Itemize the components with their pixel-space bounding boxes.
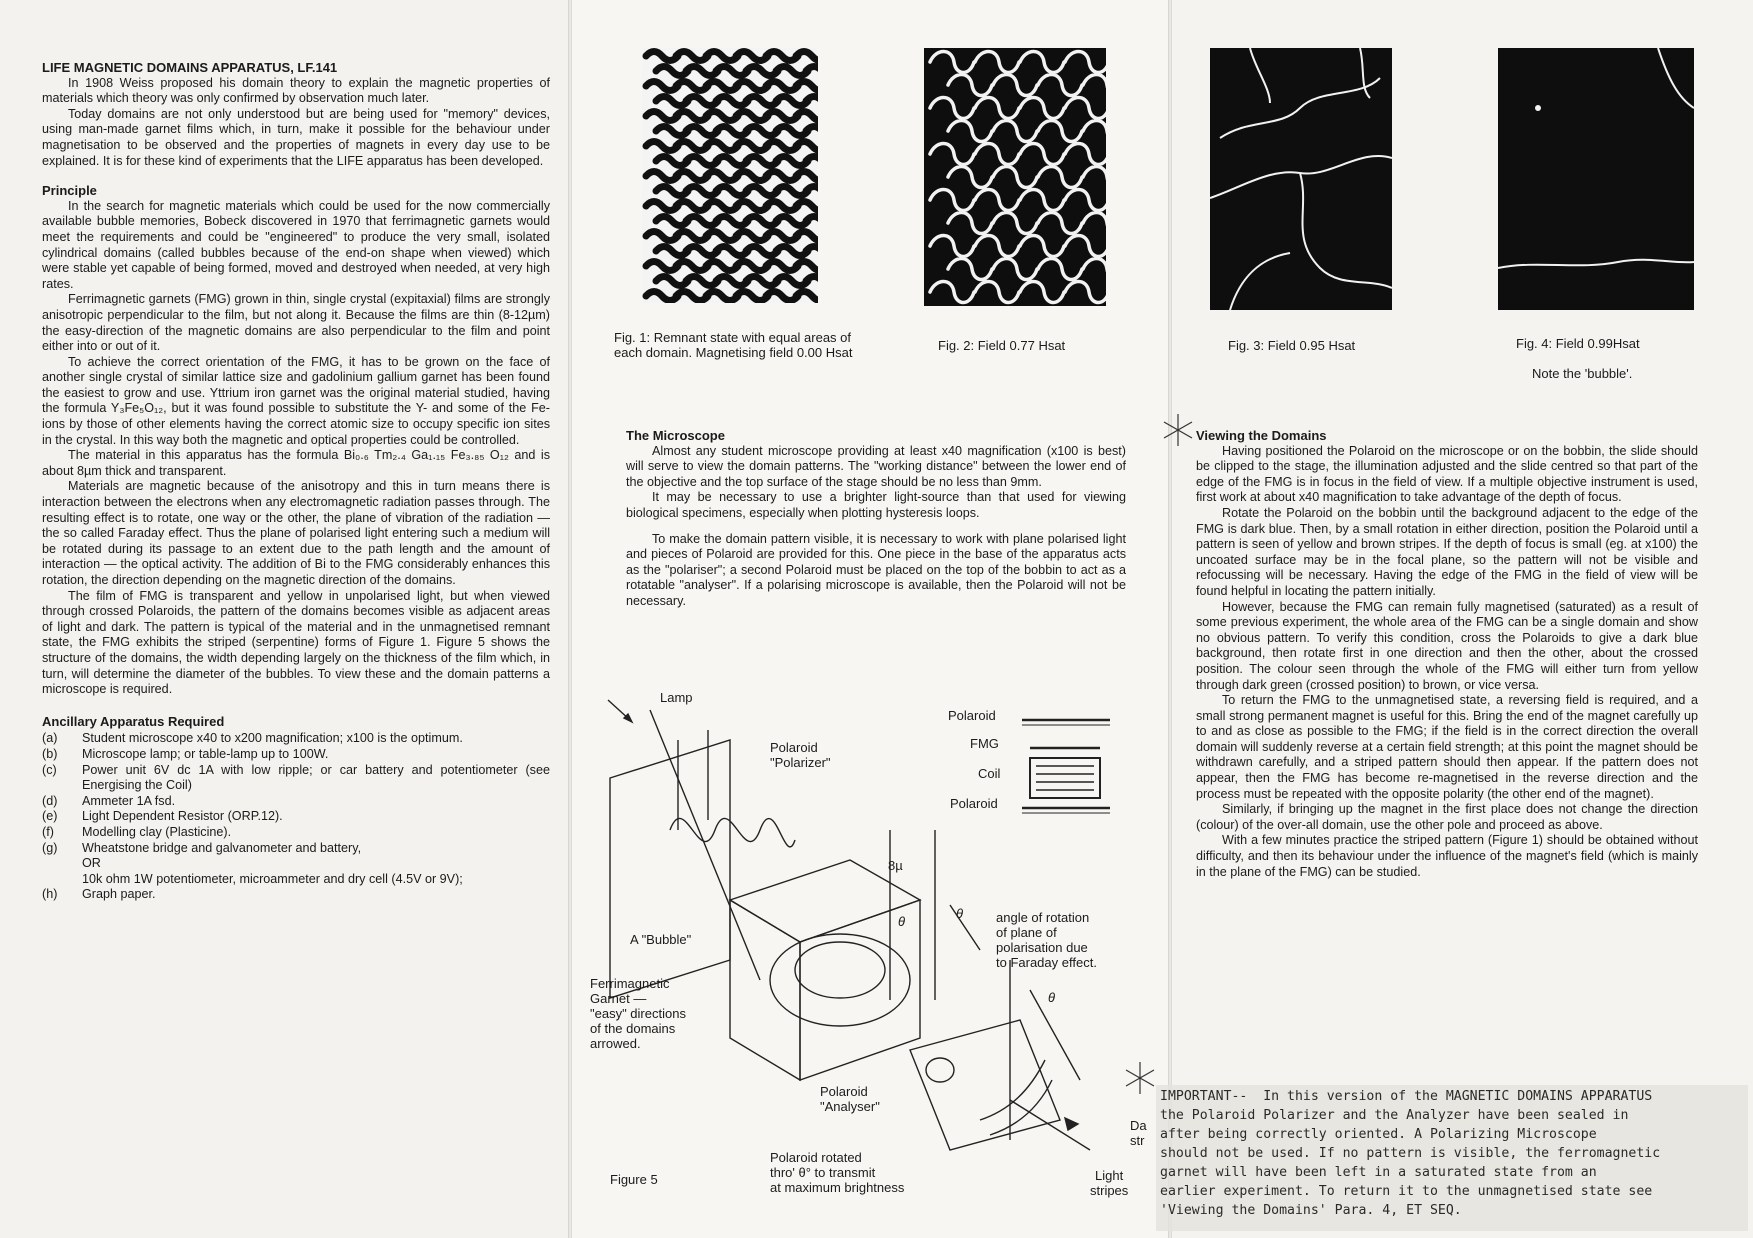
fold-line bbox=[1168, 0, 1172, 1238]
rotation-label: angle of rotation of plane of polarisation due to Faraday effect. bbox=[996, 910, 1097, 970]
fold-line bbox=[568, 0, 572, 1238]
analyser-sheet bbox=[910, 1020, 1060, 1150]
notice-line: the Polaroid Polarizer and the Analyzer have been sealed in bbox=[1160, 1108, 1629, 1123]
paragraph: Ferrimagnetic garnets (FMG) grown in thin, single crystal (expitaxial) films are strongly anisotropic perpendicular to the film, but not along it. Because the films are thin (8-12µm) the easy-direction of the magnetic domains are also perpendicular to the film and point either into or out of it. bbox=[42, 292, 550, 354]
ancillary-item-text: Light Dependent Resistor (ORP.12). bbox=[82, 809, 283, 824]
theta-label: θ bbox=[956, 906, 964, 921]
ancillary-item bbox=[42, 763, 550, 794]
ancillary-item-text: Ammeter 1A fsd. bbox=[82, 793, 176, 808]
serpentine-domain-pattern bbox=[642, 48, 818, 303]
figure-4-image bbox=[1498, 48, 1694, 310]
paragraph: It may be necessary to use a brighter light-source than that used for viewing biological specimens, especially when plotting hysteresis loops. bbox=[626, 490, 1126, 520]
light-stripes-label: Light stripes bbox=[1090, 1168, 1129, 1198]
paragraph: Having positioned the Polaroid on the microscope or on the bobbin, the slide should be clipped to the stage, the illumination adjusted and the slide centred so that part of the edge of the FMG is in focus in the field of view. If a multiple objective instrument is used, first work at about x40 magnification to take advantage of the depth of focus. bbox=[1196, 443, 1698, 505]
dark-stripes-label: Da str bbox=[1130, 1118, 1147, 1148]
paragraph: Today domains are not only understood but are being used for "memory" devices, using man-made garnet films which, in turn, make it possible for the behaviour under magnetisation to be observed and the properties of magnets in every day use to be explained. It is for these kind of experiments that the LIFE apparatus has been developed. bbox=[42, 106, 550, 168]
sparse-domain-walls bbox=[1210, 48, 1392, 310]
notice-line: 'Viewing the Domains' Para. 4, ET SEQ. bbox=[1160, 1203, 1462, 1218]
viewing-section bbox=[1196, 428, 1698, 880]
document-title: LIFE MAGNETIC DOMAINS APPARATUS, LF.141 bbox=[42, 60, 338, 75]
paragraph: In the search for magnetic materials which could be used for the now commercially available bubble memories, Bobeck discovered in 1970 that ferrimagnetic garnets would meet the requirements and could be "engineered" to produce the very small, isolated cylindrical domains (called bubbles because of the end-on shape when viewed) which were stable yet capable of being formed, moved and destroyed when needed, at very high rates. bbox=[42, 198, 550, 291]
bubble-label: A "Bubble" bbox=[630, 932, 692, 947]
ancillary-item-text: Wheatstone bridge and galvanometer and battery, bbox=[82, 840, 362, 855]
rotated-label: Polaroid rotated thro' θ° to transmit at maximum brightness bbox=[770, 1150, 905, 1195]
section-heading: The Microscope bbox=[626, 428, 725, 443]
figure-1-image bbox=[642, 48, 818, 303]
section-heading: Viewing the Domains bbox=[1196, 428, 1327, 443]
ancillary-item bbox=[42, 872, 550, 888]
ancillary-item bbox=[42, 794, 550, 810]
ancillary-item-letter: (e) bbox=[42, 809, 58, 824]
figure-3-image bbox=[1210, 48, 1392, 310]
stack-fmg-label: FMG bbox=[970, 736, 999, 751]
left-column-text bbox=[42, 60, 550, 903]
ancillary-item-letter: (f) bbox=[42, 824, 54, 839]
paragraph: Rotate the Polaroid on the bobbin until the background adjacent to the edge of the FMG is dark blue. Then, by a small rotation in either direction, position the Polaroid until a pattern is seen of yellow and brown stripes. If the depth of focus is small (eg. at x100) the uncoated surface may be in the focal plane, so the pattern will not be visible and refocussing will be necessary. Having the edge of the FMG in the field of view will be found helpful in locating the pattern initially. bbox=[1196, 505, 1698, 598]
lamp-label: Lamp bbox=[660, 690, 693, 705]
thickness-label: 8µ bbox=[888, 858, 903, 873]
paragraph: The film of FMG is transparent and yellow in unpolarised light, but when viewed through crossed Polaroids, the pattern of the domains becomes visible as adjacent areas of light and dark. The pattern is typical of the material and in the unmagnetised remnant state, the FMG exhibits the striped (serpentine) forms of Figure 1. Figure 5 shows the structure of the domains, the width depending largely on the thickness of the film which, in turn, will determine the diameter of the bubbles. To view these and the domain patterns a microscope is required. bbox=[42, 588, 550, 697]
bubble-dot bbox=[1535, 105, 1541, 111]
figure-5-caption: Figure 5 bbox=[610, 1172, 658, 1187]
stack-polaroid-top-label: Polaroid bbox=[948, 708, 996, 723]
figure-1-caption: Fig. 1: Remnant state with equal areas of each domain. Magnetising field 0.00 Hsat bbox=[614, 330, 853, 360]
polarizer-sheet bbox=[610, 740, 730, 998]
section-heading: Ancillary Apparatus Required bbox=[42, 713, 225, 729]
asterisk-mark-icon bbox=[1160, 412, 1196, 448]
microscope-section bbox=[626, 428, 1126, 610]
fmg-block-front bbox=[730, 900, 800, 1080]
figure-4-caption: Fig. 4: Field 0.99Hsat bbox=[1516, 336, 1640, 351]
ancillary-list bbox=[42, 731, 550, 903]
paragraph: However, because the FMG can remain fully magnetised (saturated) as a result of some previous experiment, the whole area of the FMG can be a single domain and show no obvious pattern. To verify this condition, cross the Polaroids to give a dark blue background, then rotate first in one direction and then the other, about the crossed position. The colour seen through the whole of the FMG will either turn from yellow through dark green (crossed position) to brown, or vice versa. bbox=[1196, 599, 1698, 692]
paragraph: The material in this apparatus has the formula Bi₀.₆ Tm₂.₄ Ga₁.₁₅ Fe₃.₈₅ O₁₂ and is about 8µm thick and transparent. bbox=[42, 448, 550, 478]
analyser-label: Polaroid "Analyser" bbox=[820, 1084, 880, 1114]
paragraph: Similarly, if bringing up the magnet in the first place does not change the direction (colour) of the over-all domain, use the other pole and proceed as above. bbox=[1196, 802, 1698, 832]
figure-4-note: Note the 'bubble'. bbox=[1532, 366, 1633, 381]
figure-2-image bbox=[924, 48, 1106, 306]
ancillary-item-text: Microscope lamp; or table-lamp up to 100W. bbox=[82, 746, 329, 761]
ancillary-item-text: Modelling clay (Plasticine). bbox=[82, 824, 232, 839]
notice-line: after being correctly oriented. A Polarizing Microscope bbox=[1160, 1127, 1597, 1142]
ancillary-item bbox=[42, 841, 550, 857]
ancillary-item-letter: (b) bbox=[42, 746, 58, 761]
ancillary-item-letter: (a) bbox=[42, 731, 58, 746]
ancillary-item-letter: (g) bbox=[42, 840, 58, 855]
stack-coil-label: Coil bbox=[978, 766, 1001, 781]
ancillary-item-text: Graph paper. bbox=[82, 887, 156, 902]
stack-polaroid-bottom-label: Polaroid bbox=[950, 796, 998, 811]
paragraph: To make the domain pattern visible, it is necessary to work with plane polarised light and pieces of Polaroid are provided for this. One piece in the base of the apparatus acts as the "polariser"; a second Polaroid must be placed on the top of the bobbin to act as a rotatable "analyser". If a polarising microscope is available, then the Polaroid will not be necessary. bbox=[626, 531, 1126, 608]
light-wave bbox=[670, 818, 795, 846]
asterisk-mark-icon bbox=[1122, 1060, 1158, 1096]
paragraph: Materials are magnetic because of the anisotropy and this in turn means there is interaction between the electrons when any electromagnetic radiation passes through. The resulting effect is to rotate, one way or the other, the plane of vibration of the radiation — the so called Faraday effect. Thus the plane of polarised light entering such a medium will be rotated during its passage to an extent due to the path length and the amount of interaction — the optical activity. The addition of Bi to the FMG considerably enhances this rotation, the direction depending on the magnetic direction of the domains. bbox=[42, 479, 550, 587]
ancillary-item-text: Student microscope x40 to x200 magnification; x100 is the optimum. bbox=[82, 731, 463, 746]
important-notice-slip bbox=[1156, 1085, 1748, 1231]
ferrimagnetic-label: Ferrimagnetic Garnet — "easy" directions of the domains arrowed. bbox=[590, 976, 686, 1051]
paragraph: In 1908 Weiss proposed his domain theory to explain the magnetic properties of materials which theory was only confirmed by observation much later. bbox=[42, 75, 550, 106]
near-saturated-domain bbox=[1498, 48, 1694, 310]
ancillary-item bbox=[42, 825, 550, 841]
notice-line: should not be used. If no pattern is visible, the ferromagnetic bbox=[1160, 1146, 1661, 1161]
ancillary-item bbox=[42, 747, 550, 763]
ancillary-item-letter: (c) bbox=[42, 762, 57, 777]
notice-line: earlier experiment. To return it to the unmagnetised state see bbox=[1160, 1184, 1653, 1199]
labyrinth-domain-pattern bbox=[924, 48, 1106, 306]
ancillary-item-letter: (d) bbox=[42, 793, 58, 808]
figure-2-caption: Fig. 2: Field 0.77 Hsat bbox=[938, 338, 1066, 353]
ancillary-item bbox=[42, 856, 550, 872]
notice-line: garnet will have been left in a saturated state from an bbox=[1160, 1165, 1597, 1180]
polarizer-label: Polaroid "Polarizer" bbox=[770, 740, 831, 770]
section-heading: Principle bbox=[42, 183, 97, 199]
notice-line: IMPORTANT-- In this version of the MAGNETIC DOMAINS APPARATUS bbox=[1160, 1089, 1653, 1104]
ancillary-item bbox=[42, 887, 550, 903]
ancillary-item-text: 10k ohm 1W potentiometer, microammeter and dry cell (4.5V or 9V); bbox=[82, 871, 463, 886]
ancillary-item-text: OR bbox=[82, 856, 101, 871]
figure-3-caption: Fig. 3: Field 0.95 Hsat bbox=[1228, 338, 1356, 353]
paragraph: To return the FMG to the unmagnetised state, a reversing field is required, and a small strong permanent magnet is useful for this. Bring the end of the magnet carefully up to and as close as possible to the FMG; if the field is in the correct direction the overall domain will suddenly reverse at a certain field strength; at this point the magnet should be withdrawn carefully, and a striped pattern should then appear. If the pattern does not appear, then the FMG has become re-magnetised in the reverse direction and the process must be repeated with the opposite polarity (the other end of the magnet). bbox=[1196, 693, 1698, 801]
ancillary-item-text: Power unit 6V dc 1A with low ripple; or car battery and potentiometer (see Energising the Coil) bbox=[82, 762, 550, 793]
paragraph: Almost any student microscope providing at least x40 magnification (x100 is best) will serve to view the domain patterns. The "working distance" between the lower end of the objective and the top surface of the stage should be no less than 9mm. bbox=[626, 443, 1126, 489]
theta-label: θ bbox=[1048, 990, 1056, 1005]
ancillary-item bbox=[42, 731, 550, 747]
ancillary-item-letter: (h) bbox=[42, 887, 58, 902]
paragraph: To achieve the correct orientation of the FMG, it has to be grown on the face of another single crystal of similar lattice size and gadolinium gallium garnet has been found the easiest to grow and use. Yttrium iron garnet was the original material studied, having the formula Y₃Fe₅O₁₂, but it was found possible to substitute the Y- and some of the Fe- ions by those of other elements having the correct atomic size to occupy specific ion sites in the crystal. In this way both the magnetic and optical properties could be controlled. bbox=[42, 354, 550, 447]
paragraph: With a few minutes practice the striped pattern (Figure 1) should be obtained without difficulty, and then its behaviour under the influence of the magnet's field (which is mainly in the plane of the FMG) can be studied. bbox=[1196, 833, 1698, 879]
theta-label: θ bbox=[898, 914, 906, 929]
ancillary-item bbox=[42, 809, 550, 825]
